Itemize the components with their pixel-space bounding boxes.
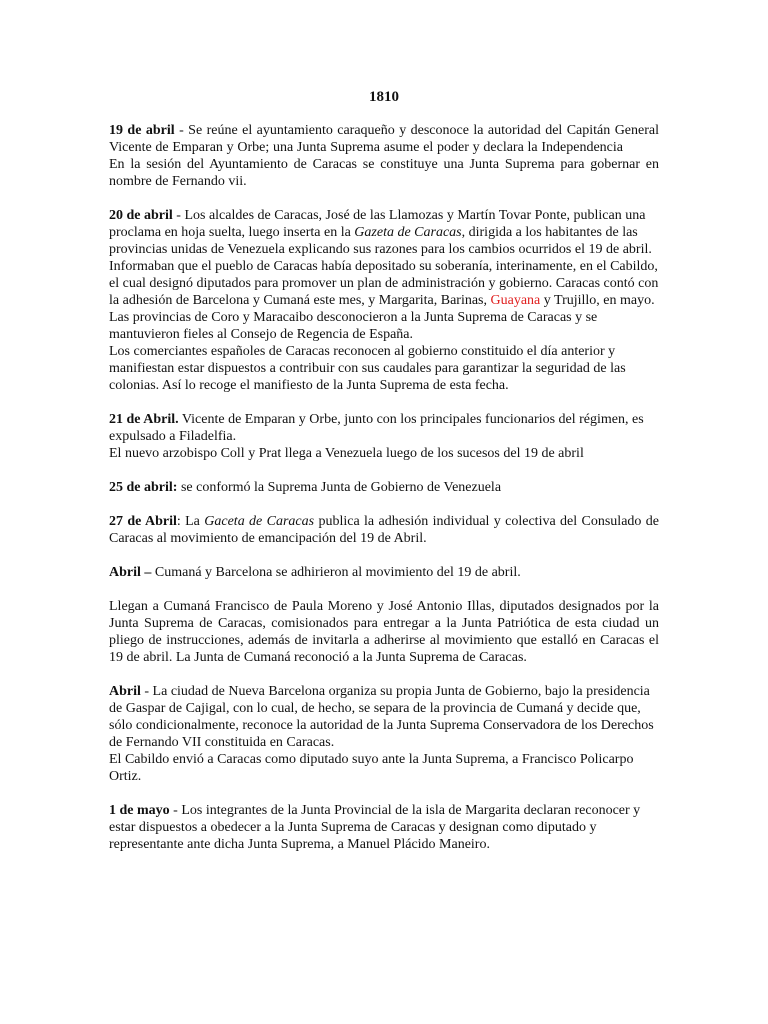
entry-date: Abril – [109,565,152,580]
entry-text: - Los integrantes de la Junta Provincial de la isla de Margarita declaran reconocer y estar dispuestos a obedecer a la Junta Suprema de Caracas y designan como diputado y representante ante dicha Junta Suprema, a Manuel Plácido Maneiro. [109,803,641,852]
entry-date: 1 de mayo [109,803,170,818]
highlighted-place-name: Guayana [490,293,541,308]
entry-text: Cumaná y Barcelona se adhirieron al movimiento del 19 de abril. [151,565,521,580]
entry-25-abril [109,479,659,496]
entry-text: Informaban que el pueblo de Caracas había depositado su soberanía, interinamente, en el Cabildo, el cual designó diputados para promover un plan de administración y gobierno. Caracas contó con la adhesión de Barcelona y Cumaná este mes, y Margarita, Barinas, [109,259,659,308]
entry-paragraph: Llegan a Cumaná Francisco de Paula Moreno y José Antonio Illas, diputados designados por la Junta Suprema de Caracas, comisionados para entregar a la Junta Patriótica de esta ciudad un pliego de instrucciones, además de invitarla a adherirse al movimiento que estalló en Caracas el 19 de abril. La Junta de Cumaná reconoció a la Junta Suprema de Caracas. [109,599,659,665]
entry-date: Abril [109,684,141,699]
entry-paragraph [109,122,659,190]
entry-paragraph [109,564,659,581]
document-body [109,88,659,870]
entry-paragraph [109,479,659,496]
entry-date: 20 de abril [109,208,173,223]
entry-abril-cumana [109,564,659,581]
entry-1-mayo [109,802,659,853]
entry-date: 19 de abril [109,123,175,138]
entry-19-abril [109,122,659,190]
entry-llegan-cumana [109,598,659,666]
entry-text: En la sesión del Ayuntamiento de Caracas se constituye una Junta Suprema para gobernar en nombre de Fernando vii. [109,157,659,189]
entry-paragraph [109,411,659,445]
entry-paragraph [109,513,659,547]
entry-text: : La [176,514,205,529]
entry-date: 25 de abril: [109,480,178,495]
entry-paragraph [109,683,659,751]
entry-27-abril [109,513,659,547]
entry-paragraph: Los comerciantes españoles de Caracas reconocen al gobierno constituido el día anterior y manifiestan estar dispuestos a contribuir con sus caudales para garantizar la seguridad de las colonias. Así lo recoge el manifiesto de la Junta Suprema de esta fecha. [109,344,626,393]
entry-text: Vicente de Emparan y Orbe, junto con los principales funcionarios del régimen, es expulsado a Filadelfia. [109,412,644,444]
entry-text: publica la adhesión individual y colectiva del Consulado de Caracas al movimiento de emancipación del 19 de Abril. [109,514,659,546]
entry-paragraph: El Cabildo envió a Caracas como diputado suyo ante la Junta Suprema, a Francisco Policarpo Ortiz. [109,752,634,784]
entry-text: - Los alcaldes de Caracas, José de las Llamozas y Martín Tovar Ponte, publican una proclama en hoja suelta, luego inserta en la [109,208,646,240]
publication-title: Gaceta de Caracas [204,514,315,529]
entry-text: se conformó la Suprema Junta de Gobierno de Venezuela [177,480,502,495]
entry-date: 21 de Abril. [109,412,179,427]
entry-paragraph: El nuevo arzobispo Coll y Prat llega a Venezuela luego de los sucesos del 19 de abril [109,446,584,461]
entry-text: , dirigida a los habitantes de las provincias unidas de Venezuela explicando sus razones para los cambios ocurridos el 19 de abril. [109,225,652,257]
publication-title: Gazeta de Caracas [354,225,462,240]
entry-paragraph [109,207,659,258]
entry-paragraph [109,802,659,853]
entry-20-abril [109,207,659,394]
entry-text: - Se reúne el ayuntamiento caraqueño y desconoce la autoridad del Capitán General Vicente de Emparan y Orbe; una Junta Suprema asume el poder y declara la Independencia [109,123,659,155]
entry-21-abril [109,411,659,462]
entry-text: y Trujillo, en mayo. Las provincias de Coro y Maracaibo desconocieron a la Junta Suprema de Caracas y se mantuvieron fieles al Consejo de Regencia de España. [109,293,655,342]
entry-paragraph [109,258,659,343]
page-title: 1810 [369,89,399,105]
entry-date: 27 de Abril [109,514,177,529]
entry-text: - La ciudad de Nueva Barcelona organiza su propia Junta de Gobierno, bajo la presidencia de Gaspar de Cajigal, con lo cual, de hecho, se separa de la provincia de Cumaná y decide que, sólo condicionalmente, reconoce la autoridad de la Junta Suprema Conservadora de los Derechos de Fernando VII constituida en Caracas. [109,684,654,750]
entry-abril-barcelona [109,683,659,785]
